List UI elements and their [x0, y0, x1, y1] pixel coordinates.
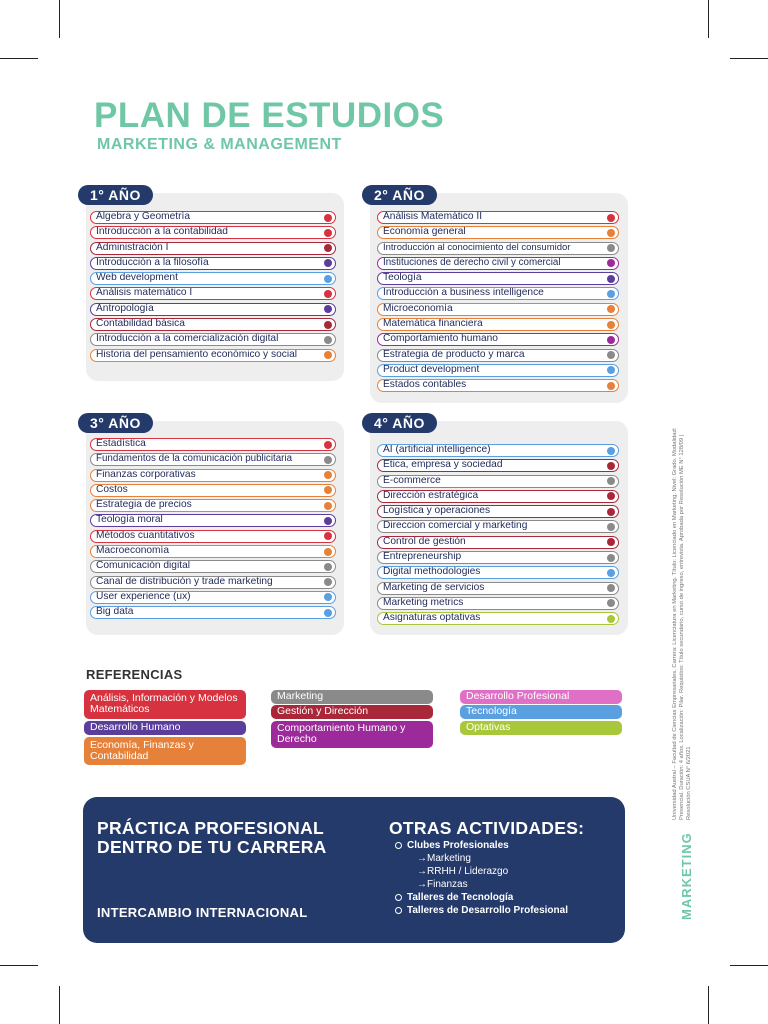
references-title: REFERENCIAS [86, 667, 183, 682]
year-4-label: 4° AÑO [362, 413, 437, 433]
year-3-courses [90, 438, 336, 622]
year-4-courses [377, 444, 619, 628]
list-item: Talleres de Tecnología [395, 891, 568, 904]
list-item: →RRHH / Liderazgo [417, 866, 509, 877]
page-subtitle: MARKETING & MANAGEMENT [97, 136, 342, 153]
course-item: Estados contables [377, 379, 619, 392]
course-item: Métodos cuantitativos [90, 530, 336, 543]
ref-optativas: Optativas [460, 721, 622, 735]
year-1-label: 1° AÑO [78, 185, 153, 205]
list-item: Clubes Profesionales [395, 839, 568, 852]
course-item: Asignaturas optativas [377, 612, 619, 625]
course-item: Costos [90, 484, 336, 497]
course-item: Análisis matemático I [90, 287, 336, 300]
course-item: Canal de distribución y trade marketing [90, 576, 336, 589]
ref-economia: Economía, Finanzas y Contabilidad [84, 737, 246, 765]
course-item: Introducción al conocimiento del consumidor [377, 242, 619, 255]
course-item: Introducción a business intelligence [377, 287, 619, 300]
course-item: Introducción a la filosofía [90, 257, 336, 270]
course-item: Finanzas corporativas [90, 469, 336, 482]
side-career-label: MARKETING [679, 832, 694, 920]
course-item: Ética, empresa y sociedad [377, 459, 619, 472]
course-item: Logística y operaciones [377, 505, 619, 518]
page-title: PLAN DE ESTUDIOS [94, 96, 445, 135]
course-item: Marketing de servicios [377, 582, 619, 595]
ref-marketing: Marketing [271, 690, 433, 704]
course-item: Estadística [90, 438, 336, 451]
course-item: Introducción a la contabilidad [90, 226, 336, 239]
year-2-label: 2° AÑO [362, 185, 437, 205]
course-item: Matemática financiera [377, 318, 619, 331]
course-item: Entrepreneurship [377, 551, 619, 564]
otras-actividades-list [395, 839, 568, 917]
ref-desarrollo-humano: Desarrollo Humano [84, 721, 246, 735]
crop-mark [708, 0, 709, 38]
course-item: Macroeconomía [90, 545, 336, 558]
ref-desarrollo-profesional: Desarrollo Profesional [460, 690, 622, 704]
course-item: Product development [377, 364, 619, 377]
legal-note: Universidad Austral – Facultad de Ciencias Empresariales. Carrera: Licenciatura en Marketing. Título: Licenciado en Marketing. Nivel: Grado. Modalidad: Presencial. Duración: 4 años. Localización: Pilar. Requisitos: Título secundario, curso de ingreso, entrevista. Aprobada por Resolución ME N° 128/09 | Resolución CSUA N° 6/2021 [672, 427, 692, 820]
course-item: Microeconomía [377, 303, 619, 316]
course-item: Historia del pensamiento económico y social [90, 349, 336, 362]
crop-mark [59, 0, 60, 38]
otras-actividades-title: OTRAS ACTIVIDADES: [389, 818, 585, 838]
course-item: Control de gestión [377, 536, 619, 549]
ref-analisis: Análisis, Información y Modelos Matemáticos [84, 690, 246, 719]
course-item: Digital methodologies [377, 566, 619, 579]
year-3-label: 3° AÑO [78, 413, 153, 433]
course-item: AI (artificial intelligence) [377, 444, 619, 457]
ref-comportamiento: Comportamiento Humano y Derecho [271, 721, 433, 748]
course-item: Big data [90, 606, 336, 619]
crop-mark [59, 986, 60, 1024]
course-item: Comunicación digital [90, 560, 336, 573]
crop-mark [708, 986, 709, 1024]
crop-mark [0, 58, 38, 59]
course-item: Estrategia de producto y marca [377, 349, 619, 362]
crop-mark [0, 965, 38, 966]
course-item: Análisis Matemático II [377, 211, 619, 224]
course-item: E-commerce [377, 475, 619, 488]
course-item: User experience (ux) [90, 591, 336, 604]
intercambio-heading: INTERCAMBIO INTERNACIONAL [97, 905, 308, 920]
course-item: Comportamiento humano [377, 333, 619, 346]
course-item: Dirección estratégica [377, 490, 619, 503]
year-2-courses [377, 211, 619, 395]
course-item: Teología moral [90, 514, 336, 527]
course-item: Álgebra y Geometría [90, 211, 336, 224]
course-item: Estrategia de precios [90, 499, 336, 512]
year-1-courses [90, 211, 336, 364]
course-item: Administración I [90, 242, 336, 255]
list-item: →Finanzas [417, 879, 468, 890]
course-item: Economía general [377, 226, 619, 239]
list-item: Talleres de Desarrollo Profesional [395, 904, 568, 917]
course-item: Marketing metrics [377, 597, 619, 610]
course-item: Contabilidad básica [90, 318, 336, 331]
course-item: Direccion comercial y marketing [377, 520, 619, 533]
list-item: →Marketing [417, 853, 471, 864]
course-item: Fundamentos de la comunicación publicitaria [90, 453, 336, 466]
ref-gestion: Gestión y Dirección [271, 705, 433, 719]
course-item: Instituciones de derecho civil y comercial [377, 257, 619, 270]
crop-mark [730, 965, 768, 966]
course-item: Web development [90, 272, 336, 285]
course-item: Teología [377, 272, 619, 285]
course-item: Antropología [90, 303, 336, 316]
practica-heading: PRÁCTICA PROFESIONAL DENTRO DE TU CARRERA [97, 818, 327, 857]
ref-tecnologia: Tecnología [460, 705, 622, 719]
course-item: Introducción a la comercialización digital [90, 333, 336, 346]
crop-mark [730, 58, 768, 59]
activities-banner [83, 797, 625, 943]
